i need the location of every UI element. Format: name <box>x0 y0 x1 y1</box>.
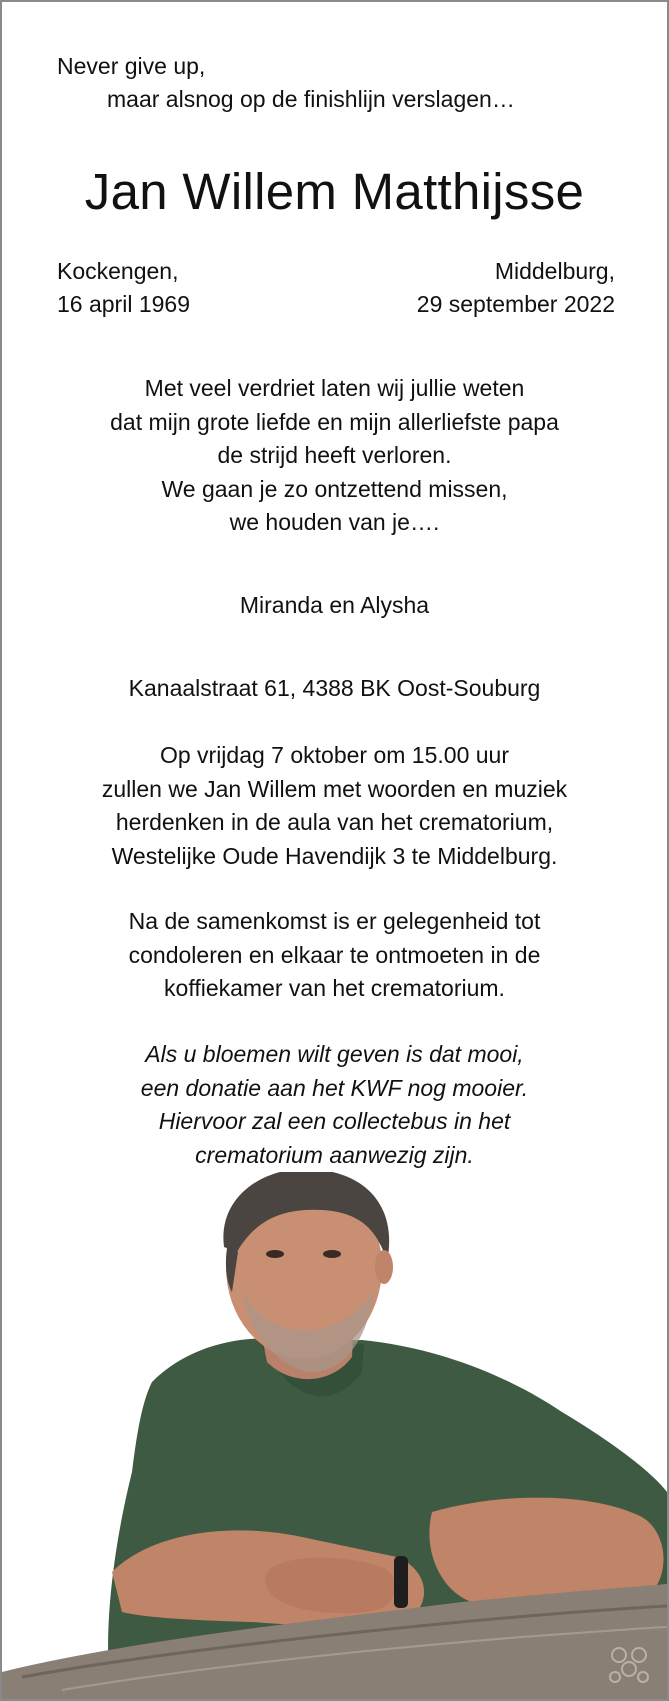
deceased-name: Jan Willem Matthijsse <box>84 163 585 220</box>
service-line: zullen we Jan Willem met woorden en muziek <box>101 775 568 802</box>
death-info <box>417 255 615 321</box>
birth-date: 16 april 1969 <box>57 291 190 317</box>
service-line: Westelijke Oude Havendijk 3 te Middelburg. <box>111 842 558 869</box>
death-date: 29 september 2022 <box>416 291 615 317</box>
service-block <box>2 739 667 873</box>
motto-line-1: Never give up, <box>57 53 206 79</box>
motto-line-2: maar alsnog op de finishlijn verslagen… <box>107 86 515 112</box>
donation-line: Hiervoor zal een collectebus in het <box>158 1108 511 1134</box>
service-line: herdenken in de aula van het crematorium, <box>115 809 554 835</box>
message-line: Met veel verdriet laten wij jullie weten <box>144 375 525 401</box>
message-block <box>2 372 667 540</box>
message-line: We gaan je zo ontzettend missen, <box>161 475 508 502</box>
message-line: de strijd heeft verloren. <box>217 442 452 468</box>
birth-place: Kockengen, <box>57 258 179 284</box>
donation-line: Als u bloemen wilt geven is dat mooi, <box>145 1041 524 1067</box>
message-line: dat mijn grote liefde en mijn allerliefste papa <box>110 408 559 435</box>
service-line: Op vrijdag 7 oktober om 15.00 uur <box>159 742 510 768</box>
address: Kanaalstraat 61, 4388 BK Oost-Souburg <box>128 675 541 701</box>
portrait-photo <box>2 1172 667 1699</box>
condolence-line: koffiekamer van het crematorium. <box>164 975 505 1001</box>
donation-line: een donatie aan het KWF nog mooier. <box>140 1074 529 1101</box>
motto <box>57 50 515 116</box>
publisher-logo-icon <box>603 1637 655 1689</box>
donation-line: crematorium aanwezig zijn. <box>195 1141 474 1168</box>
condolence-line: condoleren en elkaar te ontmoeten in de <box>128 941 541 968</box>
condolence-line: Na de samenkomst is er gelegenheid tot <box>128 908 541 934</box>
death-place: Middelburg, <box>494 258 615 284</box>
message-line: we houden van je…. <box>229 509 440 535</box>
donation-block <box>2 1038 667 1172</box>
birth-info <box>57 255 190 321</box>
signature: Miranda en Alysha <box>239 592 430 618</box>
condolence-block <box>2 905 667 1006</box>
